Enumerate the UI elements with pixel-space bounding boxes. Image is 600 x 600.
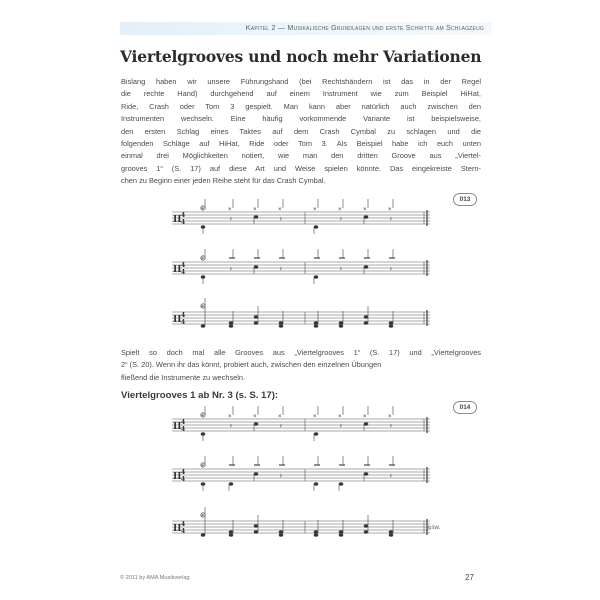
svg-text:✳: ✳	[200, 256, 205, 262]
drum-staff-5	[172, 455, 432, 485]
svg-text:𝄽: 𝄽	[280, 267, 282, 273]
staff-notation	[172, 405, 434, 449]
svg-text:4: 4	[181, 312, 186, 319]
svg-text:II: II	[173, 215, 182, 225]
text-line: Instrumenten wechseln. Eine häufig vorkommende Variante ist beispielsweise,	[121, 114, 481, 124]
staff-notation	[172, 507, 434, 551]
drum-staff-2	[172, 248, 432, 278]
text-line: chen zu Beginn einer jeden Reihe steht für das Crash Cymbal.	[121, 176, 326, 186]
section-subheading: Viertelgrooves 1 ab Nr. 3 (s. S. 17):	[121, 390, 279, 401]
svg-text:4: 4	[181, 269, 186, 276]
svg-text:𝄽: 𝄽	[390, 474, 392, 480]
staff-notation	[172, 298, 434, 342]
svg-text:×: ×	[253, 207, 257, 213]
continuation-note: usw.	[428, 524, 441, 531]
svg-text:✳: ✳	[200, 463, 205, 469]
svg-text:4: 4	[181, 469, 186, 476]
svg-text:×: ×	[313, 207, 317, 213]
svg-text:𝄽: 𝄽	[390, 424, 392, 430]
svg-text:𝄽: 𝄽	[230, 217, 232, 223]
track-badge-013: 013	[453, 193, 477, 206]
drum-staff-3	[172, 298, 432, 328]
chapter-header: Kapitel 2 — Musikalische Grundlagen und erste Schritte am Schlagzeug	[245, 23, 484, 32]
svg-text:×: ×	[338, 414, 342, 420]
svg-text:×: ×	[278, 414, 282, 420]
svg-text:×: ×	[253, 414, 257, 420]
svg-text:×: ×	[278, 207, 282, 213]
staff-notation	[172, 198, 434, 242]
svg-text:4: 4	[181, 262, 186, 269]
svg-text:4: 4	[181, 476, 186, 483]
svg-text:✳: ✳	[200, 304, 205, 310]
svg-text:II: II	[173, 422, 182, 432]
copyright-footer: © 2011 by AMA Musikverlag	[120, 575, 190, 581]
svg-text:4: 4	[181, 426, 186, 433]
svg-text:𝄽: 𝄽	[340, 267, 342, 273]
svg-text:×: ×	[228, 414, 232, 420]
svg-text:×: ×	[388, 414, 392, 420]
svg-text:II: II	[173, 524, 182, 534]
text-line: den ersten Schlag eines Taktes auf dem Crash Cymbal zu schlagen und die	[121, 126, 481, 136]
text-line: einmal drei Möglichkeiten notiert, wie man den dritten Groove aus „Viertel-	[121, 151, 481, 161]
svg-text:II: II	[173, 265, 182, 275]
drum-staff-6	[172, 507, 432, 537]
text-line: Ride, Crash oder Tom 3 gespielt. Man kann aber natürlich auch zwischen den	[121, 101, 481, 111]
svg-text:II: II	[173, 315, 182, 325]
svg-text:𝄽: 𝄽	[230, 424, 232, 430]
svg-text:4: 4	[181, 219, 186, 226]
text-line: fließend die Instrumente zu wechseln.	[121, 372, 246, 382]
svg-text:×: ×	[388, 207, 392, 213]
svg-text:𝄽: 𝄽	[390, 217, 392, 223]
svg-text:×: ×	[363, 207, 367, 213]
svg-text:4: 4	[181, 319, 186, 326]
text-line: 2“ (S. 20). Wenn ihr das könnt, probiert auch, zwischen den einzelnen Übungen	[121, 360, 382, 370]
track-badge-014: 014	[453, 401, 477, 414]
svg-text:✳: ✳	[200, 413, 205, 419]
svg-text:4: 4	[181, 212, 186, 219]
svg-text:𝄽: 𝄽	[280, 217, 282, 223]
text-line: Bislang haben wir unsere Führungshand (bei Rechtshändern ist das in der Regel	[121, 77, 481, 86]
staff-notation	[172, 248, 434, 292]
text-line: folgenden Schläge auf HiHat, Ride oder Tom 3. Als Beispiel habe ich euch unten	[121, 139, 481, 149]
svg-text:II: II	[173, 472, 182, 482]
svg-text:𝄽: 𝄽	[280, 424, 282, 430]
svg-text:𝄽: 𝄽	[340, 424, 342, 430]
practice-paragraph	[121, 347, 481, 384]
chapter-header-band	[120, 22, 492, 35]
svg-text:𝄽: 𝄽	[390, 267, 392, 273]
drum-staff-4	[172, 405, 432, 435]
page-title: Viertelgrooves und noch mehr Variationen	[120, 47, 482, 66]
text-line: Spielt so doch mal alle Grooves aus „Viertelgrooves 1“ (S. 17) und „Viertelgrooves	[121, 348, 481, 357]
svg-text:×: ×	[363, 414, 367, 420]
svg-text:4: 4	[181, 419, 186, 426]
svg-text:4: 4	[181, 521, 186, 528]
svg-text:×: ×	[228, 207, 232, 213]
svg-text:𝄽: 𝄽	[280, 474, 282, 480]
svg-text:×: ×	[313, 414, 317, 420]
svg-text:𝄽: 𝄽	[230, 267, 232, 273]
drum-staff-1	[172, 198, 432, 228]
text-line: die rechte Hand) durchgehend auf einem Instrument wie zum Beispiel HiHat,	[121, 89, 481, 99]
intro-paragraph	[121, 76, 481, 188]
staff-notation	[172, 455, 434, 499]
page-number: 27	[465, 573, 474, 582]
svg-text:✳: ✳	[200, 206, 205, 212]
svg-text:×: ×	[338, 207, 342, 213]
text-line: grooves 1“ (S. 17) auf diese Art und Weise spielen könnte. Das eingekreiste Stern-	[121, 163, 481, 173]
svg-text:✳: ✳	[200, 513, 205, 519]
svg-text:4: 4	[181, 528, 186, 535]
svg-text:𝄽: 𝄽	[340, 217, 342, 223]
